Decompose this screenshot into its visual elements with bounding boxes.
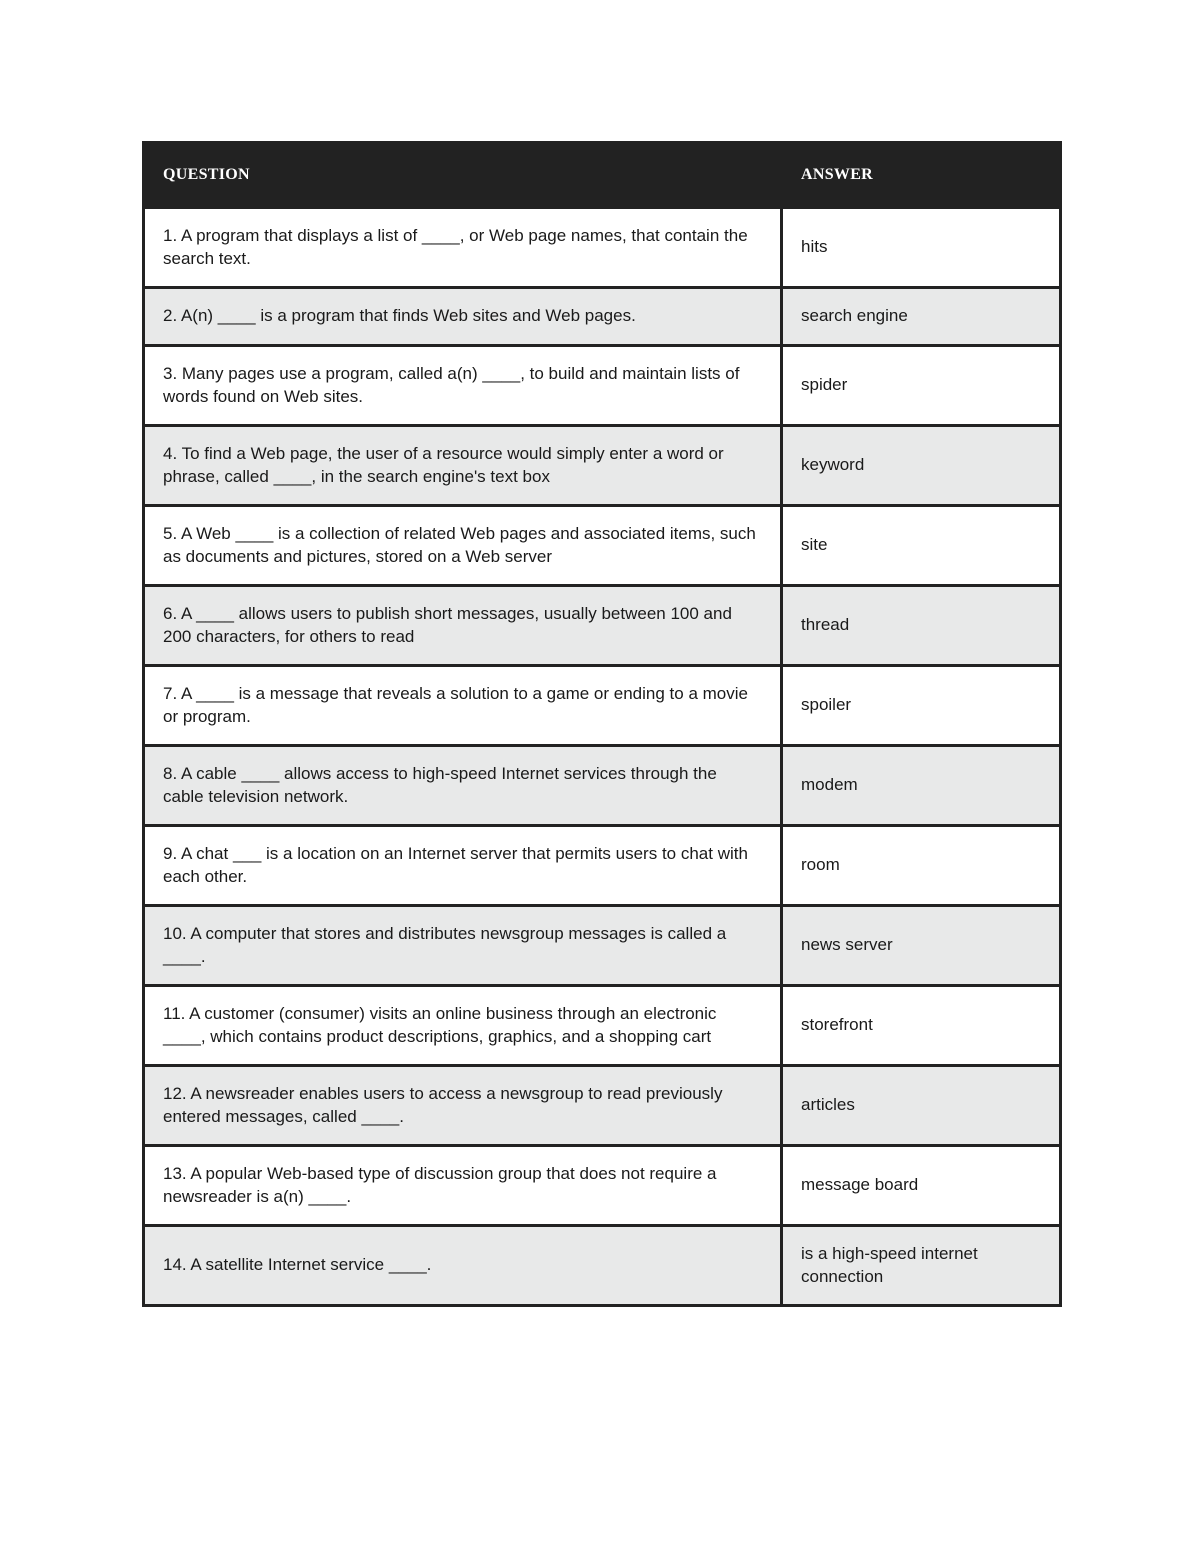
question-cell: 6. A ____ allows users to publish short messages, usually between 100 and 200 characters, for others to read — [144, 586, 782, 666]
question-cell: 8. A cable ____ allows access to high-speed Internet services through the cable television network. — [144, 746, 782, 826]
answer-cell: keyword — [782, 426, 1061, 506]
answer-cell: thread — [782, 586, 1061, 666]
answer-cell: modem — [782, 746, 1061, 826]
answer-column-header: ANSWER — [782, 143, 1061, 208]
answer-cell: hits — [782, 208, 1061, 288]
answer-cell: storefront — [782, 986, 1061, 1066]
question-cell: 1. A program that displays a list of ____, or Web page names, that contain the search text. — [144, 208, 782, 288]
table-row — [144, 906, 1061, 986]
table-row — [144, 586, 1061, 666]
table-row — [144, 1226, 1061, 1306]
question-column-header: QUESTION — [144, 143, 782, 208]
qa-document — [142, 141, 1059, 1307]
table-header — [144, 143, 1061, 208]
header-row — [144, 143, 1061, 208]
table-row — [144, 426, 1061, 506]
question-cell: 2. A(n) ____ is a program that finds Web sites and Web pages. — [144, 288, 782, 346]
table-row — [144, 666, 1061, 746]
table-row — [144, 1066, 1061, 1146]
answer-cell: site — [782, 506, 1061, 586]
answer-cell: message board — [782, 1146, 1061, 1226]
answer-cell: spoiler — [782, 666, 1061, 746]
answer-cell: news server — [782, 906, 1061, 986]
table-row — [144, 1146, 1061, 1226]
question-cell: 12. A newsreader enables users to access a newsgroup to read previously entered messages, called ____. — [144, 1066, 782, 1146]
table-row — [144, 826, 1061, 906]
table-row — [144, 506, 1061, 586]
table-body — [144, 208, 1061, 1306]
question-cell: 7. A ____ is a message that reveals a solution to a game or ending to a movie or program. — [144, 666, 782, 746]
table-row — [144, 346, 1061, 426]
question-cell: 13. A popular Web-based type of discussion group that does not require a newsreader is a(n) ____. — [144, 1146, 782, 1226]
question-cell: 14. A satellite Internet service ____. — [144, 1226, 782, 1306]
answer-cell: is a high-speed internet connection — [782, 1226, 1061, 1306]
question-cell: 10. A computer that stores and distributes newsgroup messages is called a ____. — [144, 906, 782, 986]
question-cell: 11. A customer (consumer) visits an online business through an electronic ____, which contains product descriptions, graphics, and a shopping cart — [144, 986, 782, 1066]
answer-cell: room — [782, 826, 1061, 906]
question-cell: 5. A Web ____ is a collection of related Web pages and associated items, such as documents and pictures, stored on a Web server — [144, 506, 782, 586]
question-cell: 4. To find a Web page, the user of a resource would simply enter a word or phrase, called ____, in the search engine's text box — [144, 426, 782, 506]
question-cell: 9. A chat ___ is a location on an Internet server that permits users to chat with each other. — [144, 826, 782, 906]
table-row — [144, 746, 1061, 826]
qa-table — [142, 141, 1062, 1307]
answer-cell: articles — [782, 1066, 1061, 1146]
answer-cell: spider — [782, 346, 1061, 426]
table-row — [144, 288, 1061, 346]
answer-cell: search engine — [782, 288, 1061, 346]
table-row — [144, 986, 1061, 1066]
table-row — [144, 208, 1061, 288]
question-cell: 3. Many pages use a program, called a(n) ____, to build and maintain lists of words found on Web sites. — [144, 346, 782, 426]
